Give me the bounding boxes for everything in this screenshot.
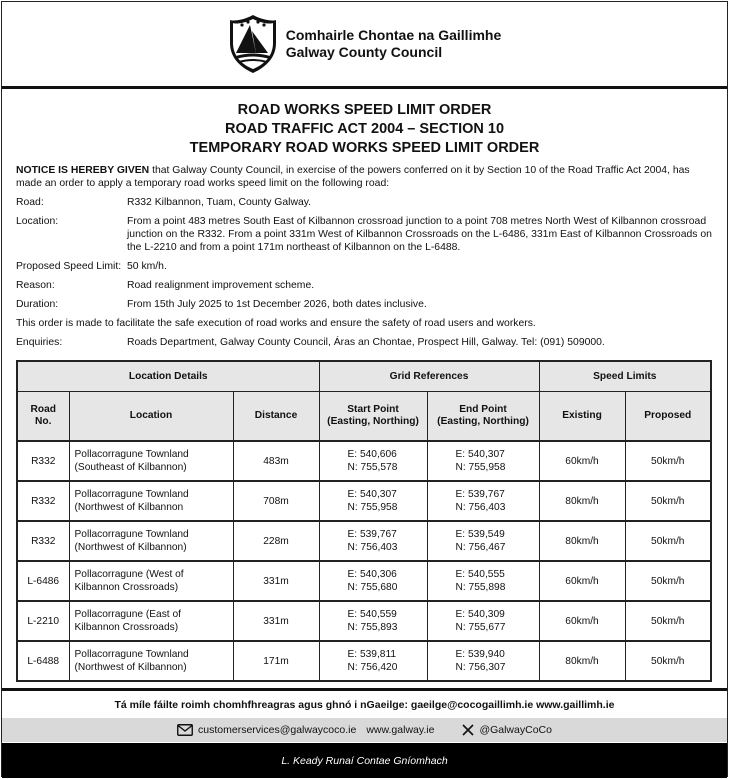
header-location: Location bbox=[69, 392, 233, 442]
group-speed-limits: Speed Limits bbox=[539, 361, 711, 392]
cell-existing-speed: 80km/h bbox=[539, 481, 625, 521]
detail-label: Reason: bbox=[16, 280, 55, 291]
detail-value: R332 Kilbannon, Tuam, County Galway. bbox=[127, 197, 312, 208]
cell-end-point: E: 539,767 N: 756,403 bbox=[427, 481, 539, 521]
website-link[interactable]: www.galway.ie bbox=[366, 724, 435, 736]
table-row bbox=[17, 601, 711, 641]
table-row bbox=[17, 561, 711, 601]
cell-location: Pollacorragune Townland (Northwest of Kilbannon) bbox=[69, 521, 233, 561]
detail-label: Road: bbox=[16, 197, 44, 208]
cell-start-point: E: 540,306 N: 755,680 bbox=[319, 561, 427, 601]
notice-content bbox=[2, 89, 727, 682]
header bbox=[2, 2, 727, 89]
footer-irish-line: Tá míle fáilte roimh chomhfhreagras agus ghnó i nGaeilge: gaeilge@cocogaillimh.ie www.gaillimh.ie bbox=[2, 688, 727, 718]
cell-start-point: E: 539,767 N: 756,403 bbox=[319, 521, 427, 561]
table-row bbox=[17, 481, 711, 521]
cell-existing-speed: 60km/h bbox=[539, 441, 625, 481]
header-distance: Distance bbox=[233, 392, 319, 442]
cell-road-no: L-6486 bbox=[17, 561, 69, 601]
cell-location: Pollacorragune (East of Kilbannon Crossroads) bbox=[69, 601, 233, 641]
cell-distance: 228m bbox=[233, 521, 319, 561]
speed-limit-table bbox=[16, 360, 712, 682]
cell-distance: 483m bbox=[233, 441, 319, 481]
header-proposed: Proposed bbox=[625, 392, 711, 442]
cell-road-no: L-6488 bbox=[17, 641, 69, 681]
group-location-details: Location Details bbox=[17, 361, 319, 392]
cell-location: Pollacorragune Townland (Northwest of Kilbannon bbox=[69, 481, 233, 521]
detail-row bbox=[16, 215, 713, 254]
cell-start-point: E: 540,606 N: 755,578 bbox=[319, 441, 427, 481]
order-purpose: This order is made to facilitate the safe execution of road works and ensure the safety of road users and workers. bbox=[16, 318, 536, 329]
x-logo-icon bbox=[462, 724, 474, 736]
cell-location: Pollacorragune Townland (Southeast of Kilbannon) bbox=[69, 441, 233, 481]
detail-label: Proposed Speed Limit: bbox=[16, 261, 122, 272]
detail-value: From a point 483 metres South East of Kilbannon crossroad junction to a point 708 metres North West of Kilbannon crossroad junction on the R332. From a point 331m West of Kilbannon Crossroads on the L-6486, 331m East of Kilbannon Crossroads on the L-2210 and from a point 171m northeast of Kilbannon on the L-6488. bbox=[127, 216, 712, 253]
notice-frame bbox=[1, 1, 728, 777]
cell-distance: 171m bbox=[233, 641, 319, 681]
enquiries-label: Enquiries: bbox=[16, 337, 63, 348]
detail-row bbox=[16, 196, 713, 209]
signature-bar: L. Keady Runaí Contae Gníomhach bbox=[2, 743, 727, 778]
cell-end-point: E: 540,309 N: 755,677 bbox=[427, 601, 539, 641]
header-start-point: Start Point (Easting, Northing) bbox=[319, 392, 427, 442]
email-link[interactable]: customerservices@galwaycoco.ie bbox=[198, 724, 357, 736]
cell-location: Pollacorragune (West of Kilbannon Crossroads) bbox=[69, 561, 233, 601]
title-line-1: ROAD WORKS SPEED LIMIT ORDER bbox=[237, 102, 492, 118]
email-contact[interactable] bbox=[177, 724, 356, 736]
social-handle[interactable]: @GalwayCoCo bbox=[479, 724, 552, 736]
details-list bbox=[16, 196, 713, 311]
enquiries-value: Roads Department, Galway County Council, Áras an Chontae, Prospect Hill, Galway. Tel: (091) 509000. bbox=[127, 337, 605, 348]
council-name-english: Galway County Council bbox=[285, 44, 443, 60]
cell-proposed-speed: 50km/h bbox=[625, 641, 711, 681]
cell-proposed-speed: 50km/h bbox=[625, 521, 711, 561]
notice-titles bbox=[16, 101, 713, 158]
cell-distance: 331m bbox=[233, 601, 319, 641]
detail-label: Location: bbox=[16, 216, 59, 227]
council-crest-icon bbox=[228, 13, 278, 75]
mail-icon bbox=[177, 724, 193, 736]
notice-text: that Galway County Council, in exercise of the powers conferred on it by Section 10 of the Road Traffic Act 2004, has made an order to apply a temporary road works speed limit on the following road: bbox=[16, 165, 690, 189]
cell-end-point: E: 539,940 N: 756,307 bbox=[427, 641, 539, 681]
enquiries-row bbox=[16, 336, 713, 349]
cell-end-point: E: 539,549 N: 756,467 bbox=[427, 521, 539, 561]
table-row bbox=[17, 641, 711, 681]
table-row bbox=[17, 441, 711, 481]
cell-location: Pollacorragune Townland (Northwest of Kilbannon) bbox=[69, 641, 233, 681]
title-line-3: TEMPORARY ROAD WORKS SPEED LIMIT ORDER bbox=[189, 140, 540, 156]
social-contact[interactable] bbox=[462, 724, 552, 736]
table-body bbox=[17, 441, 711, 681]
cell-road-no: R332 bbox=[17, 481, 69, 521]
council-name-irish: Comhairle Chontae na Gaillimhe bbox=[285, 27, 502, 43]
cell-distance: 708m bbox=[233, 481, 319, 521]
detail-value: From 15th July 2025 to 1st December 2026, both dates inclusive. bbox=[127, 299, 427, 310]
cell-existing-speed: 60km/h bbox=[539, 561, 625, 601]
notice-intro bbox=[16, 164, 713, 190]
cell-end-point: E: 540,555 N: 755,898 bbox=[427, 561, 539, 601]
cell-road-no: L-2210 bbox=[17, 601, 69, 641]
table-row bbox=[17, 521, 711, 561]
title-line-2: ROAD TRAFFIC ACT 2004 – SECTION 10 bbox=[224, 121, 505, 137]
cell-existing-speed: 80km/h bbox=[539, 641, 625, 681]
detail-label: Duration: bbox=[16, 299, 59, 310]
footer-contact-bar bbox=[2, 718, 727, 742]
group-grid-references: Grid References bbox=[319, 361, 539, 392]
cell-distance: 331m bbox=[233, 561, 319, 601]
cell-road-no: R332 bbox=[17, 521, 69, 561]
notice-lead: NOTICE IS HEREBY GIVEN bbox=[16, 165, 150, 176]
cell-existing-speed: 60km/h bbox=[539, 601, 625, 641]
cell-proposed-speed: 50km/h bbox=[625, 561, 711, 601]
detail-value: Road realignment improvement scheme. bbox=[127, 280, 315, 291]
header-end-point: End Point (Easting, Northing) bbox=[427, 392, 539, 442]
cell-proposed-speed: 50km/h bbox=[625, 601, 711, 641]
cell-end-point: E: 540,307 N: 755,958 bbox=[427, 441, 539, 481]
detail-value: 50 km/h. bbox=[127, 261, 167, 272]
cell-proposed-speed: 50km/h bbox=[625, 481, 711, 521]
detail-row bbox=[16, 279, 713, 292]
cell-road-no: R332 bbox=[17, 441, 69, 481]
cell-existing-speed: 80km/h bbox=[539, 521, 625, 561]
header-existing: Existing bbox=[539, 392, 625, 442]
detail-row bbox=[16, 298, 713, 311]
header-road-no: Road No. bbox=[17, 392, 69, 442]
cell-start-point: E: 540,307 N: 755,958 bbox=[319, 481, 427, 521]
cell-start-point: E: 539,811 N: 756,420 bbox=[319, 641, 427, 681]
cell-proposed-speed: 50km/h bbox=[625, 441, 711, 481]
detail-row bbox=[16, 260, 713, 273]
cell-start-point: E: 540,559 N: 755,893 bbox=[319, 601, 427, 641]
